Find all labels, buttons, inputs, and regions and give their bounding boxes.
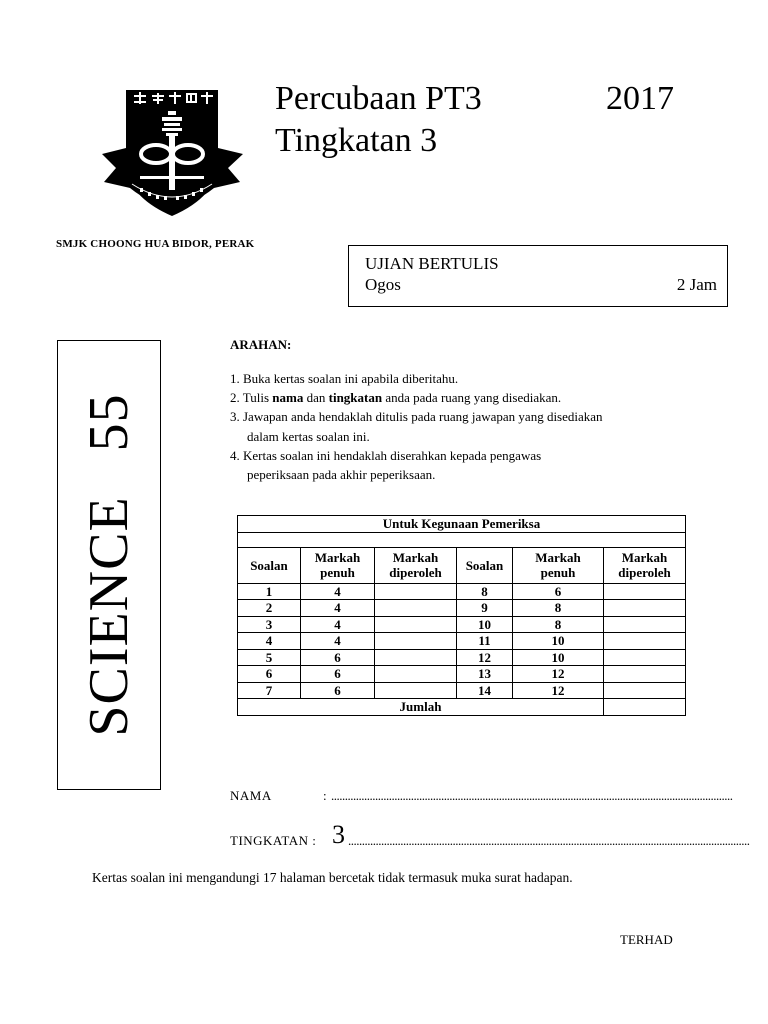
exam-info-box bbox=[348, 245, 728, 307]
table-spacer-row bbox=[238, 532, 686, 547]
page-count-note: Kertas soalan ini mengandungi 17 halaman bercetak tidak termasuk muka surat hadapan. bbox=[92, 870, 573, 885]
instruction-3-cont: dalam kertas soalan ini. bbox=[247, 428, 370, 444]
class-value: 3 bbox=[332, 820, 345, 849]
table-row bbox=[238, 649, 686, 666]
subject-name: SCIENCE bbox=[78, 496, 140, 737]
full-mark: 8 bbox=[513, 600, 604, 617]
full-mark: 10 bbox=[513, 633, 604, 650]
header-soalan-1: Soalan bbox=[238, 547, 301, 583]
obtained-mark-cell[interactable] bbox=[375, 649, 457, 666]
name-colon: : bbox=[323, 788, 327, 803]
instruction-3: 3. Jawapan anda hendaklah ditulis pada ruang jawapan yang disediakan bbox=[230, 409, 603, 425]
classification-label: TERHAD bbox=[620, 932, 673, 947]
header-markah-diperoleh-2: Markah diperoleh bbox=[604, 547, 686, 583]
table-total-row bbox=[238, 699, 686, 716]
obtained-mark-cell[interactable] bbox=[375, 666, 457, 683]
full-mark: 6 bbox=[301, 682, 375, 699]
question-number: 1 bbox=[238, 583, 301, 600]
obtained-mark-cell[interactable] bbox=[375, 682, 457, 699]
question-number: 6 bbox=[238, 666, 301, 683]
table-row bbox=[238, 600, 686, 617]
full-mark: 10 bbox=[513, 649, 604, 666]
school-name: SMJK CHOONG HUA BIDOR, PERAK bbox=[56, 238, 255, 250]
full-mark: 6 bbox=[513, 583, 604, 600]
school-crest-logo bbox=[100, 84, 245, 224]
question-number: 2 bbox=[238, 600, 301, 617]
instruction-4: 4. Kertas soalan ini hendaklah diserahkan kepada pengawas bbox=[230, 447, 542, 463]
table-row bbox=[238, 633, 686, 650]
header-markah-penuh-2: Markah penuh bbox=[513, 547, 604, 583]
full-mark: 4 bbox=[301, 616, 375, 633]
instruction-1: 1. Buka kertas soalan ini apabila diberitahu. bbox=[230, 371, 459, 386]
question-number: 12 bbox=[457, 649, 513, 666]
question-number: 4 bbox=[238, 633, 301, 650]
class-field[interactable]: .................................................................................................................................................. bbox=[348, 833, 750, 848]
obtained-mark-cell[interactable] bbox=[604, 616, 686, 633]
exam-duration: 2 Jam bbox=[676, 275, 717, 294]
table-row bbox=[238, 666, 686, 683]
table-row bbox=[238, 616, 686, 633]
subject-box bbox=[57, 340, 161, 790]
exam-month: Ogos bbox=[365, 275, 401, 294]
subject-label bbox=[77, 393, 141, 736]
full-mark: 4 bbox=[301, 633, 375, 650]
obtained-mark-cell[interactable] bbox=[375, 616, 457, 633]
question-number: 7 bbox=[238, 682, 301, 699]
name-label: NAMA bbox=[230, 788, 272, 803]
instructions-list bbox=[230, 369, 690, 484]
question-number: 13 bbox=[457, 666, 513, 683]
full-mark: 6 bbox=[301, 666, 375, 683]
question-number: 11 bbox=[457, 633, 513, 650]
instructions-title: ARAHAN: bbox=[230, 337, 292, 352]
total-label: Jumlah bbox=[238, 699, 604, 716]
obtained-mark-cell[interactable] bbox=[604, 600, 686, 617]
full-mark: 8 bbox=[513, 616, 604, 633]
full-mark: 6 bbox=[301, 649, 375, 666]
question-number: 8 bbox=[457, 583, 513, 600]
question-number: 9 bbox=[457, 600, 513, 617]
obtained-mark-cell[interactable] bbox=[604, 666, 686, 683]
subject-code: 55 bbox=[78, 393, 140, 452]
full-mark: 4 bbox=[301, 583, 375, 600]
question-number: 14 bbox=[457, 682, 513, 699]
obtained-mark-cell[interactable] bbox=[375, 633, 457, 650]
obtained-mark-cell[interactable] bbox=[604, 583, 686, 600]
form-level-title: Tingkatan 3 bbox=[275, 122, 438, 159]
obtained-mark-cell[interactable] bbox=[604, 649, 686, 666]
obtained-mark-cell[interactable] bbox=[375, 600, 457, 617]
question-number: 3 bbox=[238, 616, 301, 633]
instruction-4-cont: peperiksaan pada akhir peperiksaan. bbox=[247, 467, 436, 483]
exam-year: 2017 bbox=[606, 80, 674, 117]
exam-type: UJIAN BERTULIS bbox=[365, 254, 499, 273]
header-markah-diperoleh-1: Markah diperoleh bbox=[375, 547, 457, 583]
examiner-table bbox=[237, 515, 686, 716]
table-row bbox=[238, 682, 686, 699]
name-field[interactable]: .................................................................................................................................................. bbox=[331, 788, 733, 803]
obtained-mark-cell[interactable] bbox=[375, 583, 457, 600]
total-mark-cell[interactable] bbox=[604, 699, 686, 716]
question-number: 5 bbox=[238, 649, 301, 666]
instruction-2: 2. Tulis nama dan tingkatan anda pada ruang yang disediakan. bbox=[230, 390, 562, 406]
full-mark: 4 bbox=[301, 600, 375, 617]
table-title: Untuk Kegunaan Pemeriksa bbox=[238, 516, 686, 533]
header-soalan-2: Soalan bbox=[457, 547, 513, 583]
obtained-mark-cell[interactable] bbox=[604, 633, 686, 650]
question-number: 10 bbox=[457, 616, 513, 633]
table-row bbox=[238, 583, 686, 600]
class-label: TINGKATAN : bbox=[230, 833, 317, 848]
header-markah-penuh-1: Markah penuh bbox=[301, 547, 375, 583]
full-mark: 12 bbox=[513, 666, 604, 683]
exam-title: Percubaan PT3 bbox=[275, 80, 482, 117]
full-mark: 12 bbox=[513, 682, 604, 699]
obtained-mark-cell[interactable] bbox=[604, 682, 686, 699]
